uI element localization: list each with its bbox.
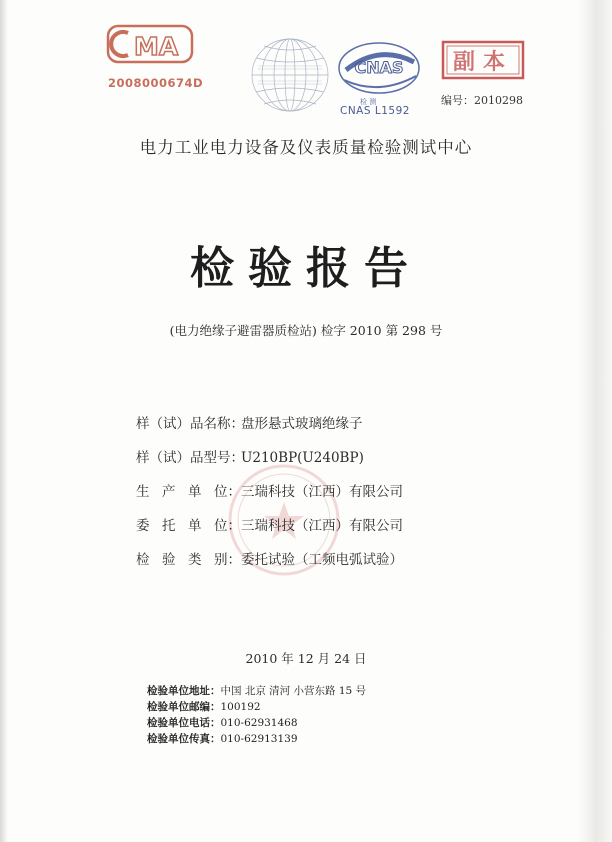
copy-seal-text: 副本 xyxy=(452,50,514,75)
copy-seal-stamp xyxy=(441,40,525,80)
field-label: 委 托 单 位： xyxy=(136,518,241,534)
cma-logo-text: MA xyxy=(134,32,179,61)
cnas-code: CNAS L1592 xyxy=(340,105,410,117)
field-value: 委托试验（工频电弧试验） xyxy=(241,552,403,568)
contact-info xyxy=(147,683,366,747)
report-reference: (电力绝缘子避雷器质检站) 检字 2010 第 298 号 xyxy=(169,323,443,338)
field-value: 盘形悬式玻璃绝缘子 xyxy=(241,416,363,432)
field-value: 三瑞科技（江西）有限公司 xyxy=(241,518,403,534)
cnas-logo-text: CNAS xyxy=(354,58,404,77)
scan-left-edge xyxy=(0,0,8,842)
globe-watermark-icon xyxy=(248,36,332,114)
contact-address: 检验单位地址：中国 北京 清河 小营东路 15 号 xyxy=(147,685,367,697)
contact-phone: 检验单位电话：010-62931468 xyxy=(147,717,298,729)
cnas-logo xyxy=(336,40,422,96)
contact-postcode: 检验单位邮编：100192 xyxy=(147,701,261,713)
field-label: 生 产 单 位： xyxy=(136,484,241,500)
scan-right-edge xyxy=(578,0,612,842)
field-value: U210BP(U240BP) xyxy=(241,450,364,466)
cma-logo xyxy=(106,24,194,64)
contact-fax: 检验单位传真：010-62913139 xyxy=(147,733,298,745)
field-client xyxy=(136,514,403,548)
report-number: 编号：2010298 xyxy=(441,94,523,107)
field-label: 样（试）品型号： xyxy=(136,450,244,466)
field-sample-model xyxy=(136,446,403,480)
field-label: 样（试）品名称： xyxy=(136,416,244,432)
field-test-type xyxy=(136,548,403,582)
field-value: 三瑞科技（江西）有限公司 xyxy=(241,484,403,500)
field-label: 检 验 类 别： xyxy=(136,552,241,568)
testing-center-name: 电力工业电力设备及仪表质量检验测试中心 xyxy=(139,138,473,157)
cnas-sub-label: 检 测 xyxy=(360,98,377,106)
cma-number: 2008000674D xyxy=(108,76,204,90)
report-date: 2010 年 12 月 24 日 xyxy=(245,651,367,666)
field-manufacturer xyxy=(136,480,403,514)
sample-info-fields xyxy=(136,412,403,582)
field-sample-name xyxy=(136,412,403,446)
document-title: 检验报告 xyxy=(190,243,422,294)
